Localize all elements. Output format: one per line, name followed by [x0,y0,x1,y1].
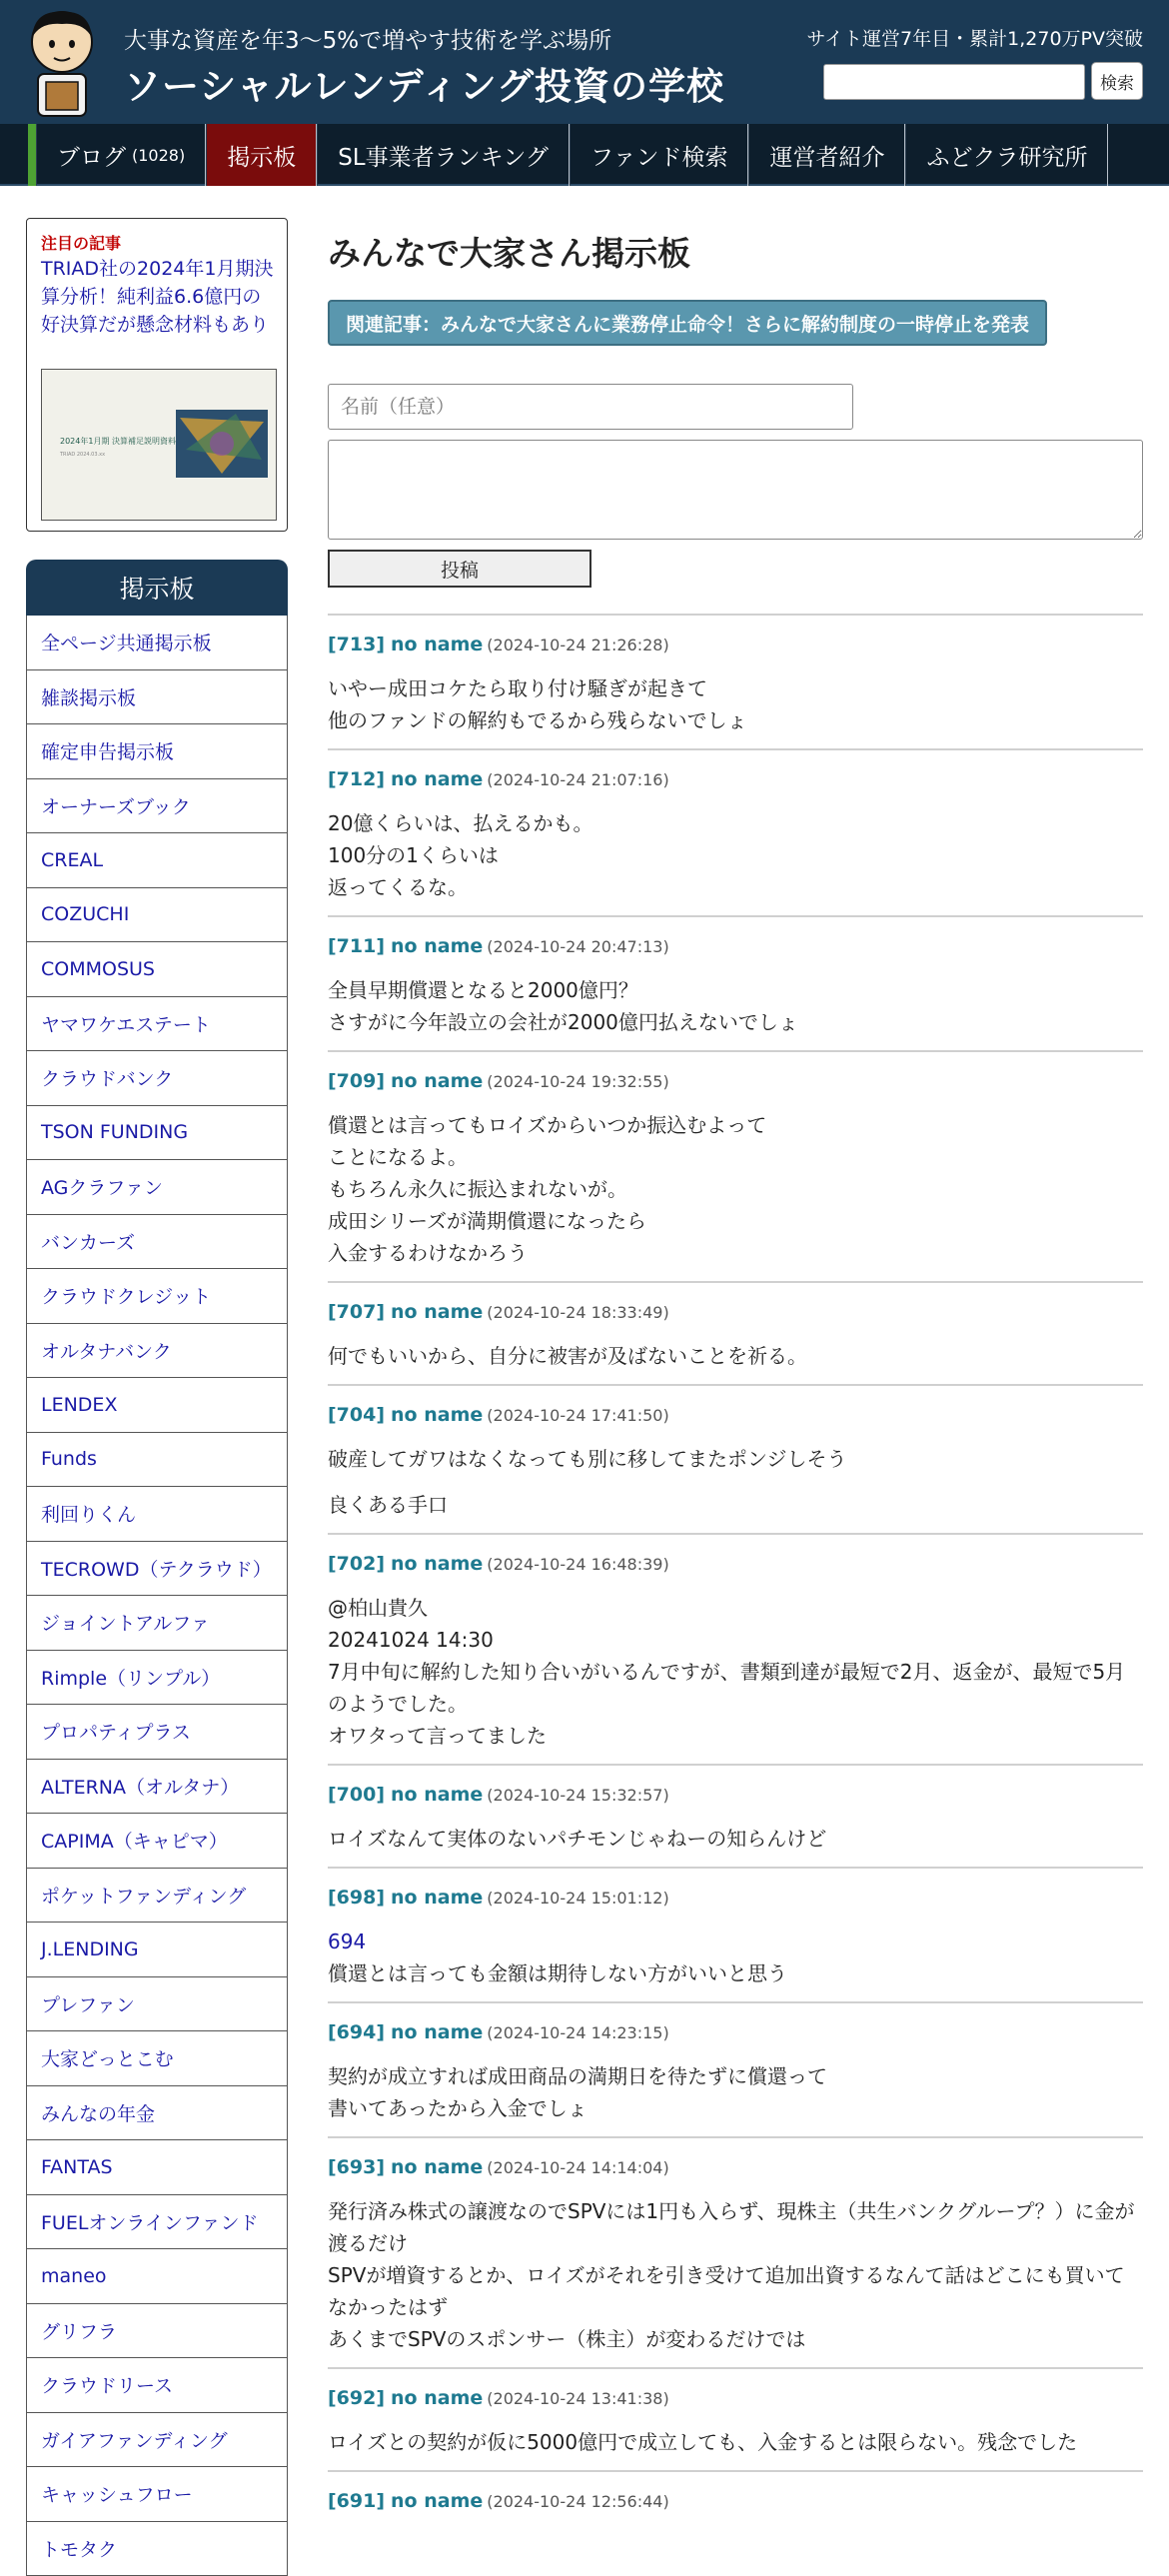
post-line: ことになるよ。 [328,1141,1143,1173]
post-line: 何でもいいから、自分に被害が及ばないことを祈る。 [328,1340,1143,1372]
post-author: no name [391,2156,483,2178]
post-line: さすがに今年設立の会社が2000億円払えないでしょ [328,1006,1143,1038]
post-id[interactable]: [704] [328,1404,385,1426]
board-list-item[interactable]: COMMOSUS [26,942,288,997]
featured-article-thumbnail[interactable] [41,369,277,521]
post-item [328,2367,1143,2470]
post-id[interactable]: [693] [328,2156,385,2178]
board-list-item[interactable]: FUELオンラインファンド [26,2195,288,2250]
post-line: @柏山貴久 [328,1592,1143,1624]
post-line: 良くある手口 [328,1489,1143,1521]
post-body [328,2426,1143,2458]
post-id[interactable]: [712] [328,768,385,790]
post-item [328,1050,1143,1281]
post-line: 7月中旬に解約した知り合いがいるんですが、書類到達が最短で2月、返金が、最短で5月のようでした。 [328,1656,1143,1720]
board-list-item[interactable]: グリフラ [26,2304,288,2359]
post-id[interactable]: [711] [328,935,385,957]
post-author: no name [391,768,483,790]
comment-textarea[interactable] [328,440,1143,540]
post-author: no name [391,2387,483,2409]
post-date: (2024-10-24 13:41:38) [487,2389,668,2408]
post-id[interactable]: [700] [328,1784,385,1806]
post-body [328,1109,1143,1269]
post-line: もちろん永久に振込まれないが。 [328,1173,1143,1205]
post-gap [328,1475,1143,1489]
post-author: no name [391,1887,483,1909]
post-body [328,1926,1143,1989]
post-item [328,1764,1143,1867]
thumbnail-caption: 2024年1月期 決算補足説明資料 [60,436,176,447]
board-list-item[interactable]: 確定申告掲示板 [26,724,288,779]
post-line: 書いてあったから入金でしょ [328,2092,1143,2124]
search-button[interactable]: 検索 [1091,62,1143,100]
board-list-item[interactable]: ポケットファンディング [26,1869,288,1924]
post-line: いやー成田コケたら取り付け騒ぎが起きて [328,672,1143,704]
post-line: 破産してガワはなくなっても別に移してまたポンジしそう [328,1443,1143,1475]
board-list-item[interactable]: 大家どっとこむ [26,2031,288,2086]
post-author: no name [391,935,483,957]
board-list-item[interactable]: FANTAS [26,2140,288,2195]
board-list-item[interactable]: トモタク [26,2522,288,2576]
nav-item-label: 運営者紹介 [769,139,884,172]
post-item [328,748,1143,915]
name-field[interactable] [328,384,853,430]
post-meta [328,2152,1143,2183]
post-date: (2024-10-24 14:23:15) [487,2023,668,2042]
post-author: no name [391,2490,483,2512]
post-date: (2024-10-24 16:48:39) [487,1555,668,1574]
submit-button[interactable]: 投稿 [328,550,591,588]
post-line: 20億くらいは、払えるかも。 [328,807,1143,839]
nav-item-board[interactable] [206,124,317,186]
board-list-item[interactable]: 雑談掲示板 [26,670,288,725]
post-line: 20241024 14:30 [328,1624,1143,1656]
board-list-item[interactable]: CREAL [26,833,288,888]
post-meta [328,2486,1143,2517]
post-item [328,915,1143,1050]
post-date: (2024-10-24 12:56:44) [487,2492,668,2511]
post-list [328,614,1143,2555]
post-line: 100分の1くらいは [328,839,1143,871]
post-line: 返ってくるな。 [328,871,1143,903]
board-list-item[interactable]: クラウドクレジット [26,1269,288,1324]
board-list-item[interactable]: ガイアファンディング [26,2413,288,2468]
nav-item-ranking[interactable] [317,124,570,186]
nav-item-lab[interactable] [905,124,1108,186]
post-line: SPVが増資するとか、ロイズがそれを引き受けて追加出資するなんて話はどこにも買いてなかったはず [328,2259,1143,2323]
featured-label: 注目の記事 [41,231,121,254]
post-id[interactable]: [692] [328,2387,385,2409]
board-list-item[interactable]: キャッシュフロー [26,2467,288,2522]
post-gap [328,2529,1143,2543]
nav-item-fund-search[interactable] [570,124,749,186]
post-line: 償還とは言ってもロイズからいつか振込むよって [328,1109,1143,1141]
nav-item-label: ファンド検索 [590,139,728,172]
post-date: (2024-10-24 18:33:49) [487,1303,668,1322]
post-id[interactable]: [707] [328,1301,385,1323]
nav-item-label: SL事業者ランキング [338,139,549,172]
post-author: no name [391,1301,483,1323]
post-id[interactable]: [694] [328,2021,385,2043]
board-list-item[interactable]: 全ページ共通掲示板 [26,616,288,670]
board-list-item[interactable]: LENDEX [26,1378,288,1433]
board-list-item[interactable]: オルタナバンク [26,1324,288,1379]
nav-item-label: ふどクラ研究所 [926,139,1087,172]
nav-item-label: ブログ [57,139,126,172]
nav-item-count: (1028) [132,146,185,165]
board-list-item[interactable]: みんなの年金 [26,2086,288,2141]
post-item [328,2001,1143,2136]
related-article-button[interactable]: 関連記事：みんなで大家さんに業務停止命令！さらに解約制度の一時停止を発表 [328,300,1047,346]
post-line: ロイズなんて実体のないパチモンじゃねーの知らんけど [328,1823,1143,1855]
post-id[interactable]: [709] [328,1070,385,1092]
board-list-item[interactable]: 利回りくん [26,1487,288,1542]
board-list-item[interactable]: バンカーズ [26,1215,288,1270]
post-meta [328,1780,1143,1811]
post-line: 発行済み株式の譲渡なのでSPVには1円も入らず、現株主（共生バンクグループ？）に金が渡るだけ [328,2195,1143,2259]
page-title: みんなで大家さん掲示板 [328,228,690,275]
mascot-avatar-icon[interactable] [24,8,100,116]
nav-item-about[interactable] [748,124,905,186]
post-date: (2024-10-24 21:26:28) [487,636,668,654]
post-author: no name [391,1784,483,1806]
post-author: no name [391,634,483,655]
post-meta [328,630,1143,660]
reply-link[interactable]: 694 [328,1926,1143,1957]
post-line: 償還とは言っても金額は期待しない方がいいと思う [328,1957,1143,1989]
post-id[interactable]: [691] [328,2490,385,2512]
board-list-item[interactable]: TECROWD（テクラウド） [26,1542,288,1597]
board-list-item[interactable]: クラウドバンク [26,1051,288,1106]
search-input[interactable] [823,64,1085,100]
post-date: (2024-10-24 17:41:50) [487,1406,668,1425]
post-line: 成田シリーズが満期償還になったら [328,1205,1143,1237]
site-stats: サイト運営7年目・累計1,270万PV突破 [806,24,1143,51]
post-item [328,2470,1143,2555]
featured-article-card [26,218,288,532]
thumbnail-subcaption: TRIAD 2024.03.xx [60,452,105,458]
thumbnail-art-icon [176,410,268,478]
board-list-item[interactable]: プレファン [26,1977,288,2032]
post-meta [328,1297,1143,1328]
post-line: ロイズとの契約が仮に5000億円で成立しても、入金するとは限らない。残念でした [328,2426,1143,2458]
featured-article-link[interactable]: TRIAD社の2024年1月期決算分析！純利益6.6億円の好決算だが懸念材料もあり [41,255,277,339]
post-date: (2024-10-24 15:01:12) [487,1889,668,1908]
board-list-item[interactable]: ヤマワケエステート [26,997,288,1052]
post-meta [328,931,1143,962]
post-date: (2024-10-24 19:32:55) [487,1072,668,1091]
post-body [328,2060,1143,2124]
post-line: 全員早期償還となると2000億円？ [328,974,1143,1006]
post-id[interactable]: [698] [328,1887,385,1909]
post-line: 契約が成立すれば成田商品の満期日を待たずに償還って [328,2060,1143,2092]
board-list-item[interactable]: TSON FUNDING [26,1106,288,1161]
post-line: 他のファンドの解約もでるから残らないでしょ [328,704,1143,736]
post-meta [328,1066,1143,1097]
post-meta [328,1400,1143,1431]
post-date: (2024-10-24 20:47:13) [487,937,668,956]
post-body [328,1823,1143,1855]
post-line: 入金するわけなかろう [328,1237,1143,1269]
board-list-item[interactable]: Funds [26,1433,288,1488]
board-list-heading: 掲示板 [26,560,288,616]
post-body [328,672,1143,736]
board-list-item[interactable]: オーナーズブック [26,779,288,834]
post-meta [328,764,1143,795]
site-title[interactable]: ソーシャルレンディング投資の学校 [124,56,724,110]
post-item [328,1867,1143,2001]
post-date: (2024-10-24 21:07:16) [487,770,668,789]
post-item [328,1533,1143,1764]
post-id[interactable]: [713] [328,634,385,655]
post-id[interactable]: [702] [328,1553,385,1575]
post-body [328,1592,1143,1752]
post-body [328,2529,1143,2543]
main-nav [0,124,1169,186]
post-date: (2024-10-24 15:32:57) [487,1786,668,1805]
post-author: no name [391,1404,483,1426]
post-body [328,807,1143,903]
post-meta [328,2017,1143,2048]
board-list-item[interactable]: Rimple（リンプル） [26,1651,288,1706]
post-author: no name [391,2021,483,2043]
post-meta [328,1883,1143,1914]
main-content [328,218,1145,2530]
site-tagline: 大事な資産を年3〜5%で増やす技術を学ぶ場所 [124,22,611,55]
site-header [0,0,1169,124]
board-list-item[interactable]: AGクラファン [26,1160,288,1215]
post-item [328,1281,1143,1384]
board-list-item[interactable]: COZUCHI [26,888,288,943]
post-author: no name [391,1553,483,1575]
post-meta [328,1549,1143,1580]
post-body [328,2195,1143,2355]
board-list-item[interactable]: J.LENDING [26,1923,288,1977]
post-item [328,614,1143,748]
board-list-item[interactable]: ジョイントアルファ [26,1596,288,1651]
post-body [328,1340,1143,1372]
post-body [328,974,1143,1038]
board-list-item[interactable]: クラウドリース [26,2358,288,2413]
post-date: (2024-10-24 14:14:04) [487,2158,668,2177]
nav-item-blog[interactable] [36,124,206,186]
board-list-item[interactable]: CAPIMA（キャピマ） [26,1814,288,1869]
post-line: オワタって言ってました [328,1720,1143,1752]
board-list-item[interactable]: ALTERNA（オルタナ） [26,1760,288,1815]
post-item [328,2136,1143,2367]
post-body [328,1443,1143,1521]
board-list [26,560,288,2530]
post-meta [328,2383,1143,2414]
post-item [328,1384,1143,1533]
nav-item-label: 掲示板 [227,139,296,172]
post-author: no name [391,1070,483,1092]
board-list-item[interactable]: maneo [26,2249,288,2304]
post-line: あくまでSPVのスポンサー（株主）が変わるだけでは [328,2323,1143,2355]
board-list-item[interactable]: プロパティプラス [26,1705,288,1760]
